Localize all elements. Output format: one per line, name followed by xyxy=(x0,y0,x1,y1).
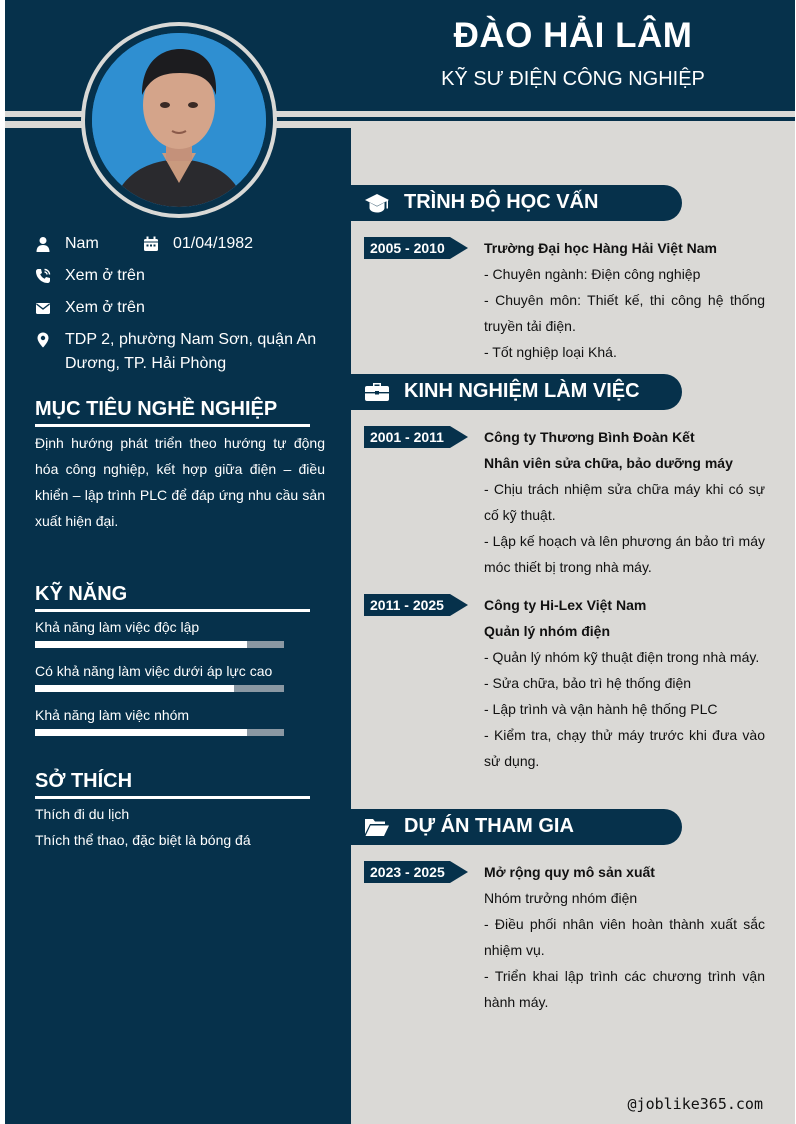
education-period-tag xyxy=(364,237,468,259)
skill-bar xyxy=(35,685,284,692)
skill-bar xyxy=(35,641,284,648)
experience-line: - Sửa chữa, bảo trì hệ thống điện xyxy=(484,675,692,691)
education-heading: TRÌNH ĐỘ HỌC VẤN xyxy=(404,191,599,213)
footer-website: @joblike365.com xyxy=(627,1095,763,1113)
experience-entry xyxy=(484,592,765,774)
avatar-frame xyxy=(81,22,277,218)
projects-section-header xyxy=(351,809,682,845)
experience-line: - Quản lý nhóm kỹ thuật điện trong nhà máy. xyxy=(484,649,760,665)
project-role: Nhóm trưởng nhóm điện xyxy=(484,890,638,906)
education-line: - Tốt nghiệp loại Khá. xyxy=(484,344,617,360)
avatar xyxy=(92,33,266,207)
objective-text: Định hướng phát triển theo hướng tự động hóa công nghiệp, kết hợp giữa điện – điều khiển – lập trình PLC để đáp ứng nhu cầu sản xuất hiện đại. xyxy=(35,435,325,529)
gender: Nam xyxy=(65,235,99,252)
experience-entry xyxy=(484,424,765,580)
project-name: Mở rộng quy mô sản xuất xyxy=(484,864,655,880)
experience-period-tag xyxy=(364,594,468,616)
hobbies-heading: SỞ THÍCH xyxy=(35,770,310,799)
skill-bar-fill xyxy=(35,641,247,648)
hobby-item: Thích thể thao, đặc biệt là bóng đá xyxy=(35,832,251,848)
skill-label: Có khả năng làm việc dưới áp lực cao xyxy=(35,663,273,679)
phone-icon xyxy=(35,268,51,284)
project-line: - Triển khai lập trình các chương trình vận hành máy. xyxy=(484,968,765,1010)
company-name: Công ty Hi-Lex Việt Nam xyxy=(484,597,647,613)
cv-page xyxy=(5,0,795,1124)
skill-bar xyxy=(35,729,284,736)
experience-line: - Lập trình và vận hành hệ thống PLC xyxy=(484,701,718,717)
address: TDP 2, phường Nam Sơn, quận An Dương, TP. Hải Phòng xyxy=(65,331,317,372)
experience-period: 2011 - 2025 xyxy=(370,597,444,613)
education-line: - Chuyên môn: Thiết kế, thi công hệ thống truyền tải điện. xyxy=(484,292,765,334)
envelope-icon xyxy=(35,300,51,316)
project-period-tag xyxy=(364,861,468,883)
candidate-name: ĐÀO HẢI LÂM xyxy=(453,16,693,55)
folder-open-icon xyxy=(364,816,390,838)
project-period: 2023 - 2025 xyxy=(370,864,445,880)
skills-heading: KỸ NĂNG xyxy=(35,583,310,612)
education-section-header xyxy=(351,185,682,221)
education-line: - Chuyên ngành: Điện công nghiệp xyxy=(484,266,701,282)
experience-line: - Kiểm tra, chạy thử máy trước khi đưa vào sử dụng. xyxy=(484,727,765,769)
skill-bar-fill xyxy=(35,729,247,736)
company-name: Công ty Thương Bình Đoàn Kết xyxy=(484,429,695,445)
objective-heading: MỤC TIÊU NGHỀ NGHIỆP xyxy=(35,398,310,427)
birthday: 01/04/1982 xyxy=(173,235,254,252)
phone-value: Xem ở trên xyxy=(65,267,145,284)
education-entry xyxy=(484,235,765,365)
graduation-cap-icon xyxy=(364,192,390,214)
email-value: Xem ở trên xyxy=(65,299,145,316)
experience-period-tag xyxy=(364,426,468,448)
projects-heading: DỰ ÁN THAM GIA xyxy=(404,815,574,837)
job-role: Quản lý nhóm điện xyxy=(484,623,611,639)
education-period: 2005 - 2010 xyxy=(370,240,445,256)
project-line: - Điều phối nhân viên hoàn thành xuất sắc nhiệm vụ. xyxy=(484,916,765,958)
experience-period: 2001 - 2011 xyxy=(370,429,444,445)
hobby-item: Thích đi du lịch xyxy=(35,806,130,822)
experience-line: - Chịu trách nhiệm sửa chữa máy khi có sự cố kỹ thuật. xyxy=(484,481,765,523)
experience-heading: KINH NGHIỆM LÀM VIỆC xyxy=(404,380,640,402)
user-icon xyxy=(35,236,51,252)
map-pin-icon xyxy=(35,332,51,348)
school-name: Trường Đại học Hàng Hải Việt Nam xyxy=(484,240,717,256)
project-entry xyxy=(484,859,765,1015)
calendar-icon xyxy=(143,236,159,252)
candidate-job-title: KỸ SƯ ĐIỆN CÔNG NGHIỆP xyxy=(441,68,705,90)
briefcase-icon xyxy=(364,381,390,403)
skill-label: Khả năng làm việc nhóm xyxy=(35,707,190,723)
experience-section-header xyxy=(351,374,682,410)
skill-label: Khả năng làm việc độc lập xyxy=(35,619,200,635)
job-role: Nhân viên sửa chữa, bảo dưỡng máy xyxy=(484,455,733,471)
experience-line: - Lập kế hoạch và lên phương án bảo trì máy móc thiết bị trong nhà máy. xyxy=(484,533,765,575)
skill-bar-fill xyxy=(35,685,234,692)
